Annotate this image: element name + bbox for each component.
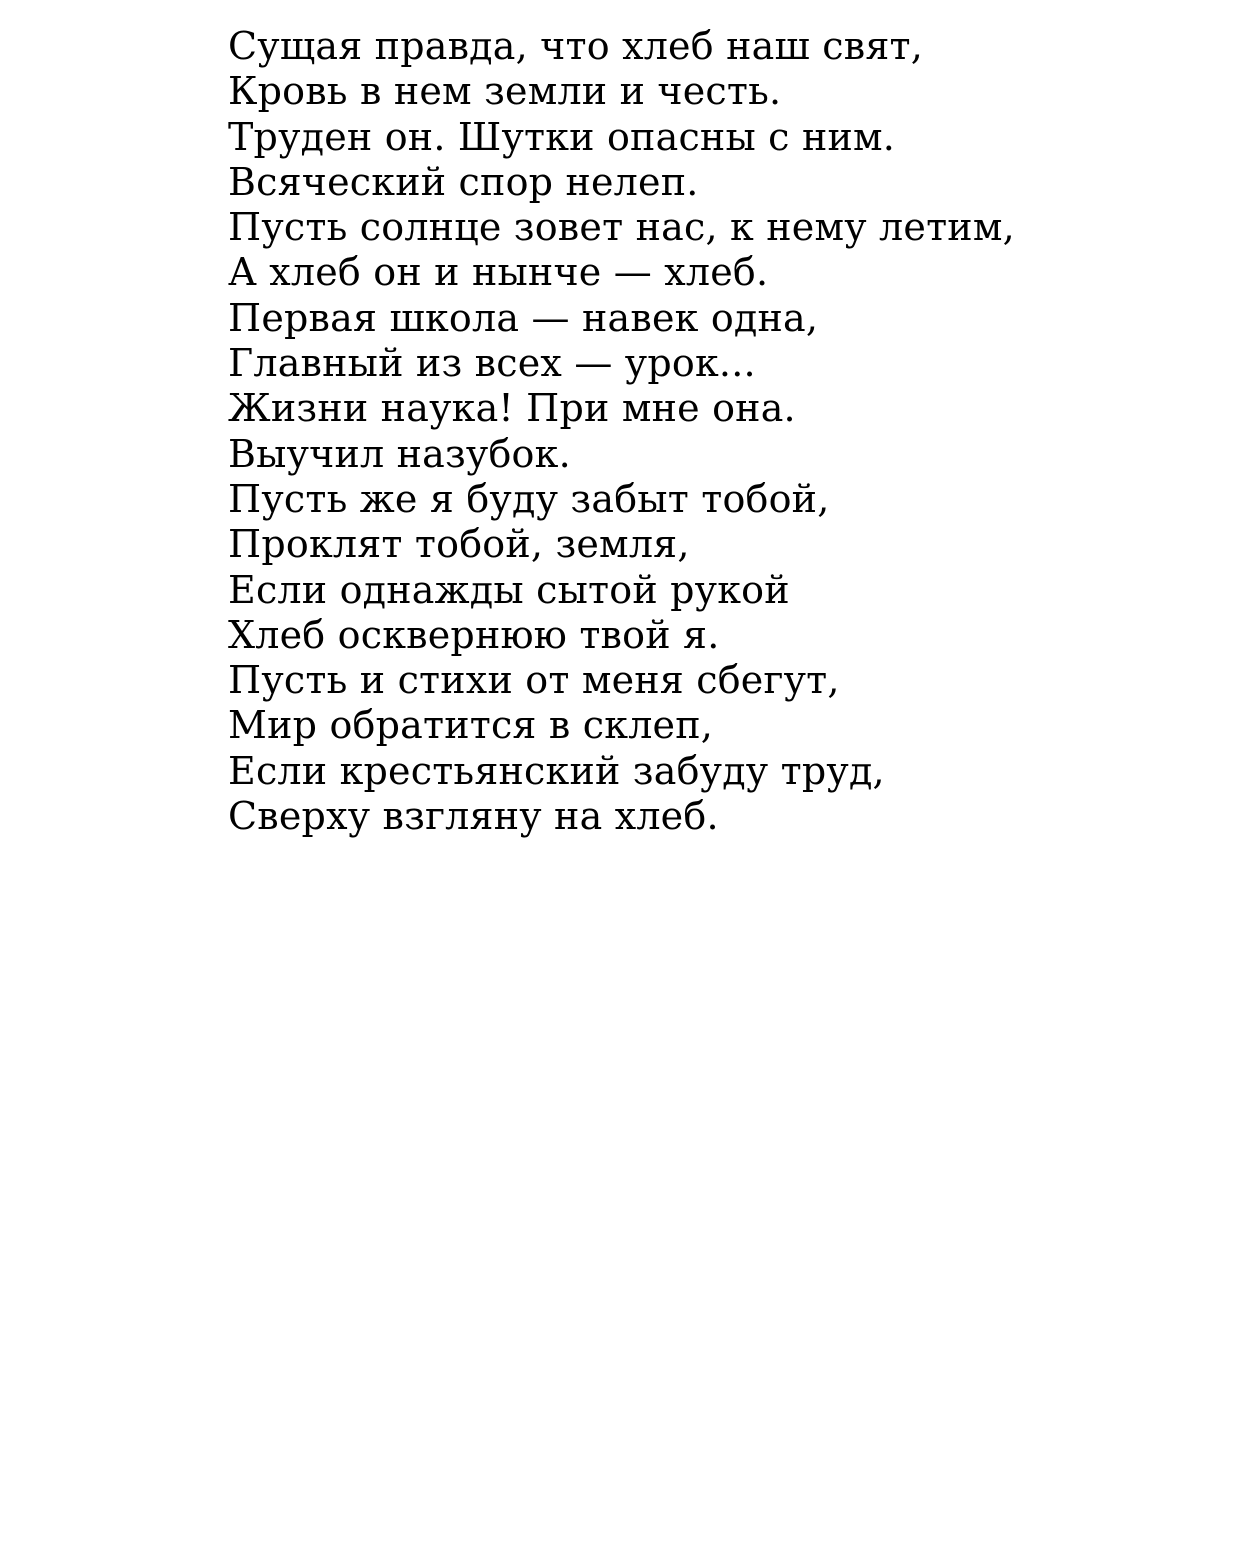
- poem-line-18: Сверху взгляну на хлеб.: [228, 794, 719, 839]
- poem-line-7: Первая школа — навек одна,: [228, 295, 819, 340]
- poem-line-3: Труден он. Шутки опасны с ним.: [228, 114, 896, 159]
- poem-line-13: Если однажды сытой рукой: [228, 567, 790, 612]
- poem-line-4: Всяческий спор нелеп.: [228, 159, 699, 204]
- poem-line-8: Главный из всех — урок...: [228, 341, 756, 386]
- poem-line-12: Проклят тобой, земля,: [228, 522, 690, 567]
- poem-text: [228, 24, 1228, 839]
- poem-line-16: Мир обратится в склеп,: [228, 703, 714, 748]
- poem-line-11: Пусть же я буду забыт тобой,: [228, 476, 830, 521]
- poem-line-15: Пусть и стихи от меня сбегут,: [228, 658, 840, 703]
- poem-line-1: Сущая правда, что хлеб наш свят,: [228, 24, 924, 68]
- poem-line-2: Кровь в нем земли и честь.: [228, 69, 782, 114]
- poem-line-6: А хлеб он и нынче — хлеб.: [228, 250, 769, 295]
- poem-line-5: Пусть солнце зовет нас, к нему летим,: [228, 205, 1015, 250]
- poem-line-17: Если крестьянский забуду труд,: [228, 748, 885, 793]
- poem-line-10: Выучил назубок.: [228, 431, 571, 476]
- poem-line-9: Жизни наука! При мне она.: [228, 386, 796, 431]
- poem-line-14: Хлеб осквернюю твой я.: [228, 612, 720, 657]
